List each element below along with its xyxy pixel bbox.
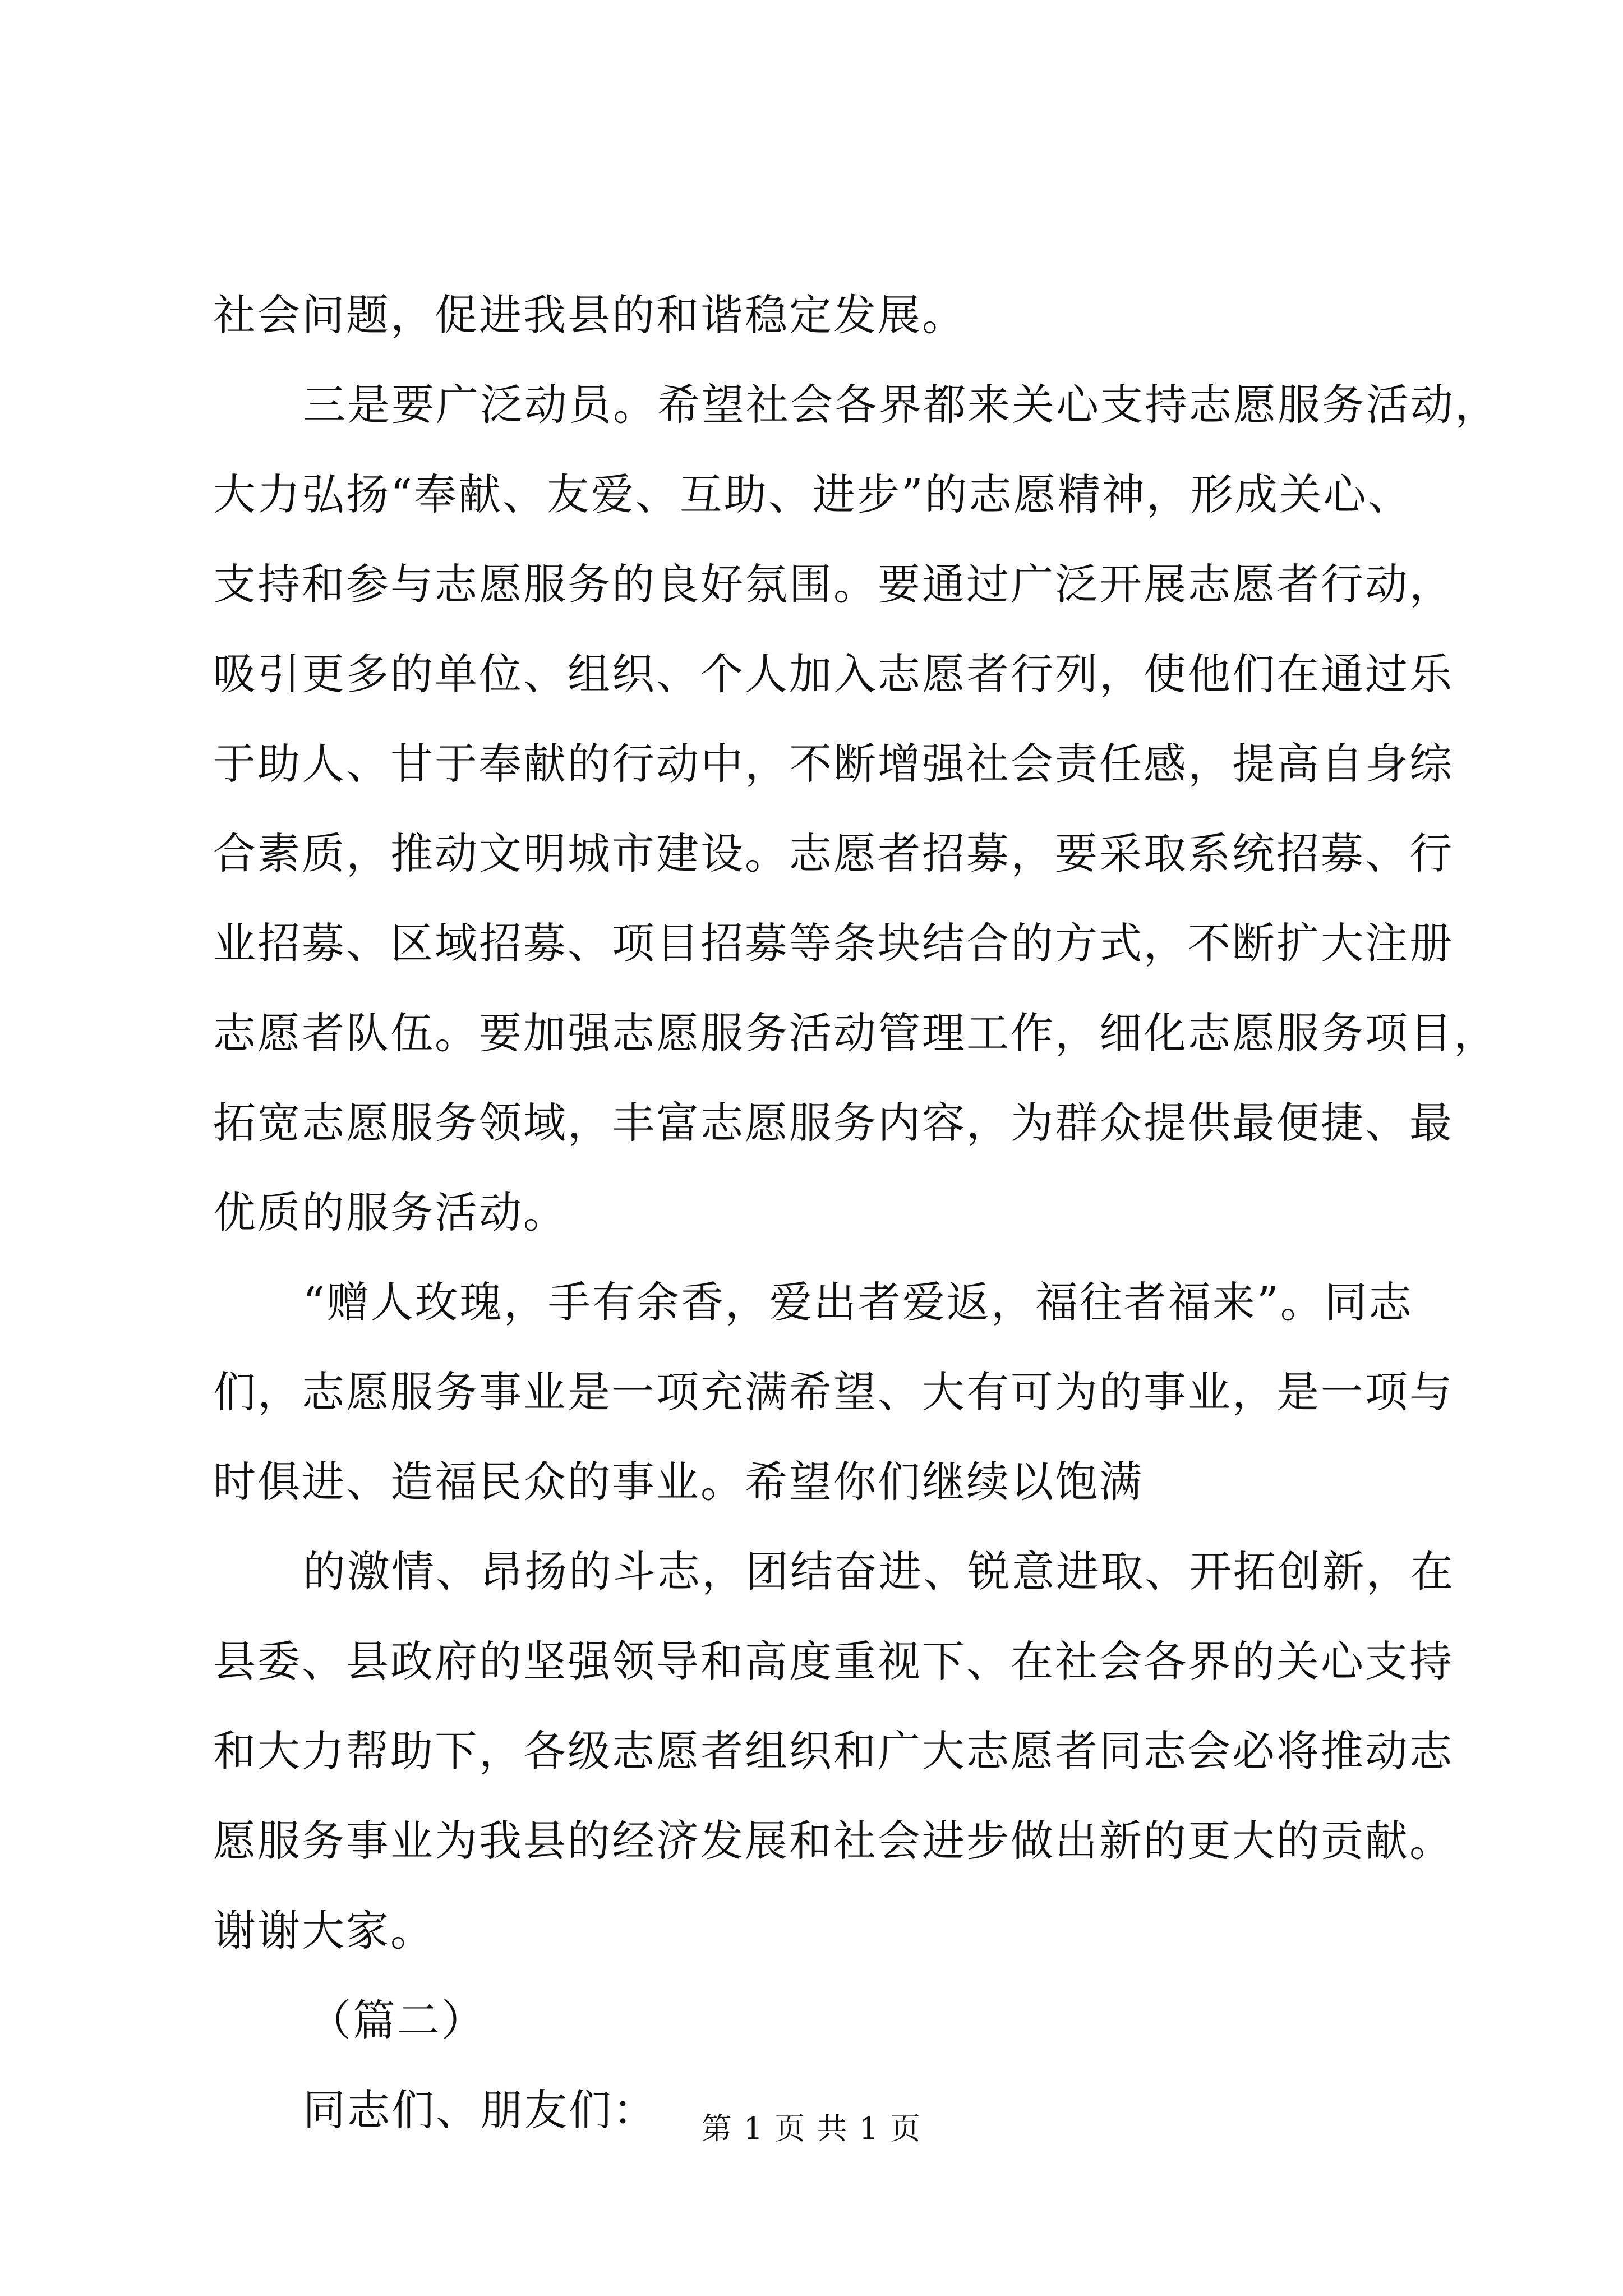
text-line: 愿服务事业为我县的经济发展和社会进步做出新的更大的贡献。 <box>213 1816 1454 1866</box>
salutation: 同志们、朋友们： <box>303 2085 657 2135</box>
text-line: 三是要广泛动员。希望社会各界都来关心支持志愿服务活动， <box>303 380 1499 430</box>
text-line: 志愿者队伍。要加强志愿服务活动管理工作，细化志愿服务项目， <box>213 1008 1498 1058</box>
text-line: 社会问题，促进我县的和谐稳定发展。 <box>213 290 966 340</box>
text-line: “赠人玫瑰，手有余香，爱出者爱返，福往者福来”。同志 <box>303 1277 1413 1327</box>
text-line: 县委、县政府的坚强领导和高度重视下、在社会各界的关心支持 <box>213 1636 1454 1686</box>
text-line: 谢谢大家。 <box>213 1906 435 1955</box>
text-line: 业招募、区域招募、项目招募等条块结合的方式，不断扩大注册 <box>213 918 1454 968</box>
text-line: 们，志愿服务事业是一项充满希望、大有可为的事业，是一项与 <box>213 1367 1454 1417</box>
text-line: 于助人、甘于奉献的行动中，不断增强社会责任感，提高自身综 <box>213 739 1454 789</box>
text-line: 时俱进、造福民众的事业。希望你们继续以饱满 <box>213 1457 1144 1507</box>
text-line: 的激情、昂扬的斗志，团结奋进、锐意进取、开拓创新，在 <box>303 1547 1455 1596</box>
text-line: 优质的服务活动。 <box>213 1188 568 1237</box>
text-line: 拓宽志愿服务领域，丰富志愿服务内容，为群众提供最便捷、最 <box>213 1098 1454 1148</box>
text-line: 合素质，推动文明城市建设。志愿者招募，要采取系统招募、行 <box>213 829 1454 878</box>
text-line: 支持和参与志愿服务的良好氛围。要通过广泛开展志愿者行动， <box>213 559 1454 609</box>
text-line: 吸引更多的单位、组织、个人加入志愿者行列，使他们在通过乐 <box>213 649 1454 699</box>
section-heading: （篇二） <box>308 1995 486 2045</box>
text-line: 和大力帮助下，各级志愿者组织和广大志愿者同志会必将推动志 <box>213 1726 1454 1776</box>
page-number-footer: 第 1 页 共 1 页 <box>701 2111 922 2146</box>
text-line: 大力弘扬“奉献、友爱、互助、进步”的志愿精神，形成关心、 <box>213 470 1412 519</box>
